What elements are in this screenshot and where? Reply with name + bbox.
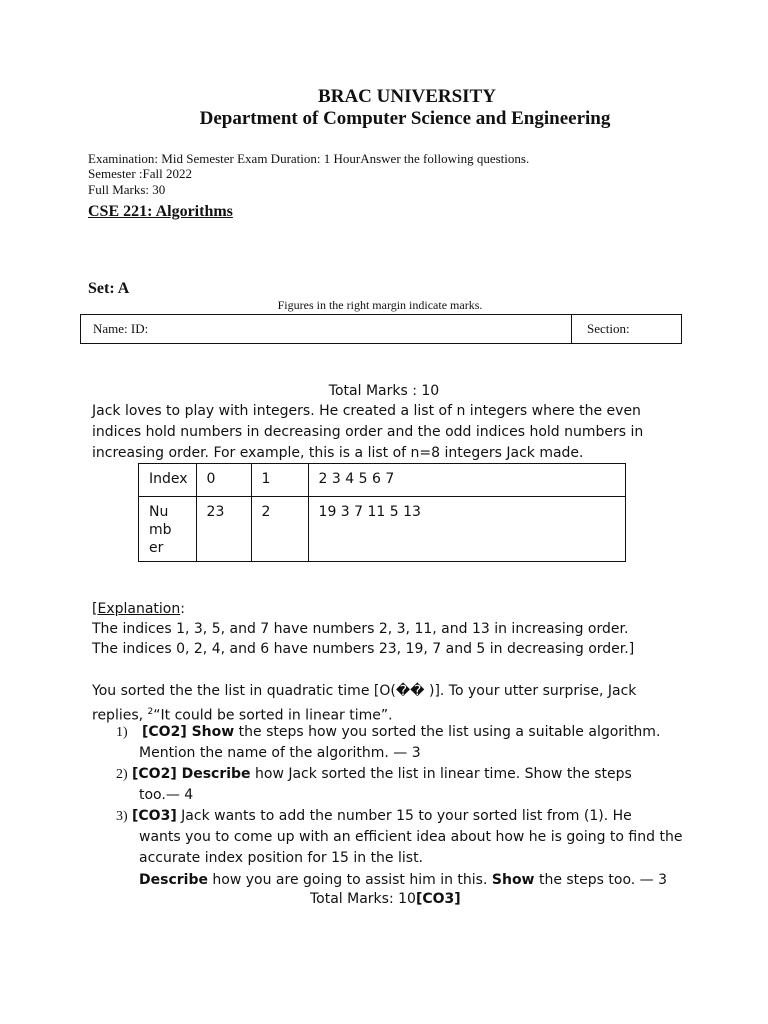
name-id-label: Name: ID: xyxy=(93,321,149,336)
explanation-line-1: The indices 1, 3, 5, and 7 have numbers 2, 3, 11, and 13 in increasing order. xyxy=(92,621,629,637)
total-marks-bottom-tag: [CO3] xyxy=(415,891,461,907)
item-text: how Jack sorted the list in linear time. Show the steps xyxy=(250,766,632,782)
replies-quote: “It could be sorted in linear time”. xyxy=(153,707,393,724)
table-cell: 19 3 7 11 5 13 xyxy=(308,497,625,562)
explanation-heading xyxy=(92,599,185,619)
replies-label: replies, xyxy=(92,707,148,724)
semester-line: Semester :Fall 2022 xyxy=(88,166,192,181)
item-tag: [CO2] Describe xyxy=(132,766,251,782)
table-cell: 2 xyxy=(251,497,308,562)
intro-line-3: increasing order. For example, this is a list of n=8 integers Jack made. xyxy=(92,445,584,461)
figures-note: Figures in the right margin indicate marks. xyxy=(277,298,483,312)
table-cell: Index xyxy=(139,464,197,497)
item-continuation: accurate index position for 15 in the list. xyxy=(139,850,424,866)
table-cell: 2 3 4 5 6 7 xyxy=(308,464,625,497)
table-cell: 0 xyxy=(196,464,251,497)
department-title: Department of Computer Science and Engineering xyxy=(199,108,611,129)
item-text: the steps how you sorted the list using a suitable algorithm. xyxy=(234,724,661,740)
set-label: Set: A xyxy=(88,280,130,297)
table-row xyxy=(139,497,626,562)
explanation-label: Explanation xyxy=(97,601,181,617)
item-number: 2) xyxy=(116,767,128,782)
item-text: Jack wants to add the number 15 to your sorted list from (1). He xyxy=(176,808,632,824)
show-word: Show xyxy=(491,872,535,888)
table-cell xyxy=(139,497,197,562)
describe-line xyxy=(139,870,667,891)
explanation-colon: : xyxy=(180,601,185,617)
example-list-table xyxy=(138,463,626,562)
footnote-marker: 2 xyxy=(147,707,154,717)
course-title: CSE 221: Algorithms xyxy=(88,203,233,220)
total-marks-top: Total Marks : 10 xyxy=(328,383,440,399)
table-cell: 1 xyxy=(251,464,308,497)
list-item xyxy=(116,806,632,827)
total-marks-bottom-label: Total Marks: 10 xyxy=(310,891,416,907)
intro-line-1: Jack loves to play with integers. He created a list of n integers where the even xyxy=(92,403,641,419)
item-number: 3) xyxy=(116,809,128,824)
list-item xyxy=(116,764,632,785)
list-item xyxy=(116,722,660,743)
table-row xyxy=(139,464,626,497)
number-label-part: mb xyxy=(149,522,172,538)
total-marks-bottom xyxy=(310,889,461,910)
number-label-part: Nu xyxy=(149,504,169,520)
item-tag: [CO3] xyxy=(132,808,177,824)
table-cell: 23 xyxy=(196,497,251,562)
full-marks-line: Full Marks: 30 xyxy=(88,182,166,197)
describe-text: how you are going to assist him in this. xyxy=(207,872,492,888)
item-tag: [CO2] Show xyxy=(142,724,235,740)
explanation-line-2: The indices 0, 2, 4, and 6 have numbers 23, 19, 7 and 5 in decreasing order.] xyxy=(92,641,635,657)
item-continuation: wants you to come up with an efficient idea about how he is going to find the xyxy=(139,829,683,845)
explanation-bracket: [ xyxy=(92,601,98,617)
describe-word: Describe xyxy=(139,872,208,888)
item-number: 1) xyxy=(116,725,128,740)
exam-info-line: Examination: Mid Semester Exam Duration: 1 HourAnswer the following questions. xyxy=(88,151,530,166)
item-continuation: too.— 4 xyxy=(139,787,194,803)
name-id-box xyxy=(80,314,682,344)
intro-line-2: indices hold numbers in decreasing order and the odd indices hold numbers in xyxy=(92,424,644,440)
section-label: Section: xyxy=(587,321,630,336)
number-label-part: er xyxy=(149,540,164,556)
sorted-line-1: You sorted the the list in quadratic time [O(�� )]. To your utter surprise, Jack xyxy=(92,683,637,699)
describe-end: the steps too. — 3 xyxy=(534,872,668,888)
university-title: BRAC UNIVERSITY xyxy=(318,86,496,107)
item-continuation: Mention the name of the algorithm. — 3 xyxy=(139,745,421,761)
name-box-divider xyxy=(571,315,572,343)
